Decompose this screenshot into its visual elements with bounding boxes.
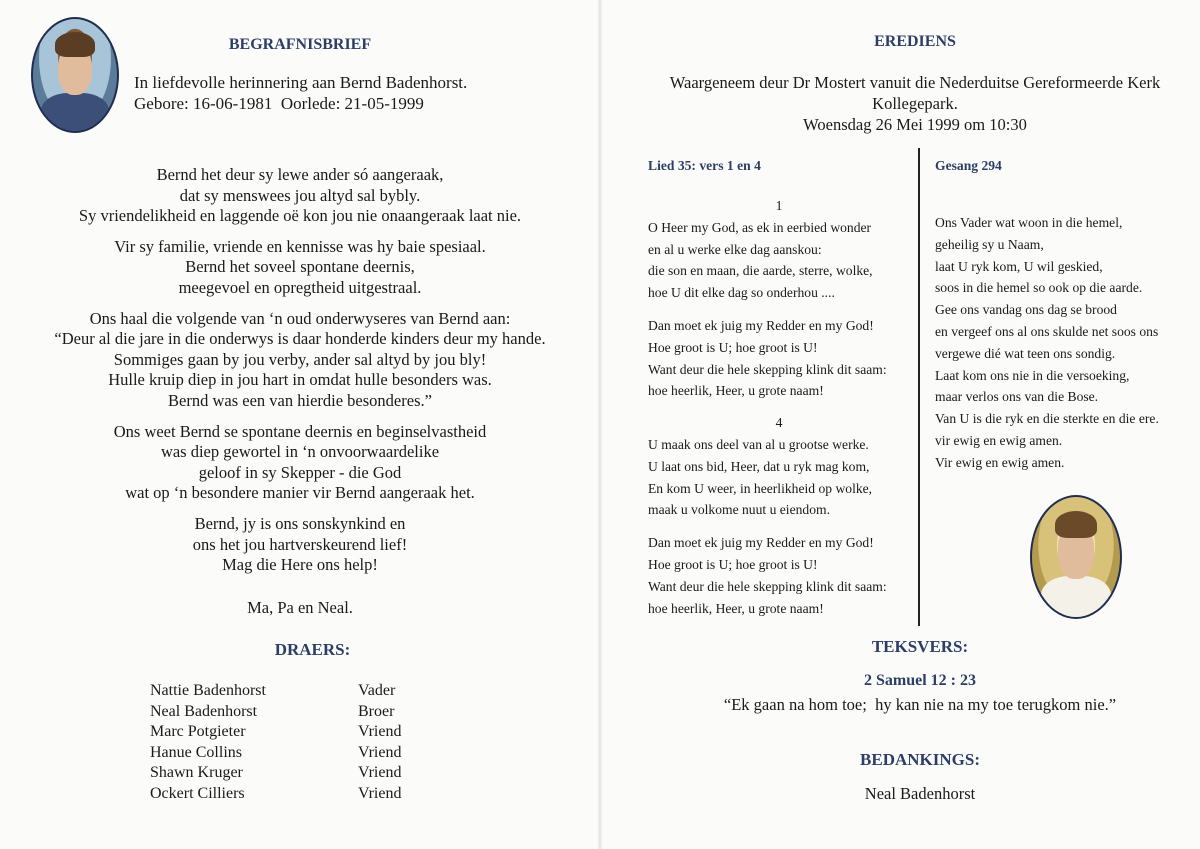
poem-line: was diep gewortel in ‘n onvoorwaardelike	[160, 442, 440, 462]
hymn-line: Want deur die hele skepping klink dit saam:	[648, 578, 887, 594]
text-title: TEKSVERS:	[871, 637, 969, 656]
bearer-relation: Vriend	[358, 784, 402, 802]
hymn-line: hoe heerlik, Heer, u grote naam!	[648, 383, 824, 399]
poem-line: meegevoel en opregtheid uitgestraal.	[178, 277, 422, 297]
poem-line: Vir sy familie, vriende en kennisse was hy baie spesiaal.	[114, 236, 486, 256]
hymn-line: die son en maan, die aarde, sterre, wolke,	[648, 263, 873, 279]
service-line: Waargeneem deur Dr Mostert vanuit die Nederduitse Gereformeerde Kerk	[669, 73, 1161, 92]
text-reference: 2 Samuel 12 : 23	[864, 672, 976, 689]
stanza	[0, 309, 600, 412]
bearer-row	[150, 784, 401, 805]
poem-line: Bernd, jy is ons sonskynkind en	[194, 513, 406, 533]
hymn-line: Dan moet ek juig my Redder en my God!	[648, 317, 874, 333]
bearer-row	[150, 722, 401, 743]
hymn-line: Ons Vader wat woon in die hemel,	[935, 215, 1123, 230]
bearer-name: Ockert Cilliers	[150, 784, 245, 802]
hymn-line: O Heer my God, as ek in eerbied wonder	[648, 219, 872, 235]
poem-line: dat sy menswees jou altyd sal bybly.	[179, 185, 421, 205]
hymn-line: En kom U weer, in heerlikheid op wolke,	[648, 480, 873, 496]
poem-line: Ons haal die volgende van ‘n oud onderwyseres van Bernd aan:	[89, 308, 511, 328]
text-quote: “Ek gaan na hom toe; hy kan nie na my toe terugkom nie.”	[723, 695, 1117, 714]
bearer-relation: Vriend	[358, 743, 402, 761]
hymn-line: maar verlos ons van die Bose.	[935, 389, 1099, 405]
hymn-line: Dan moet ek juig my Redder en my God!	[648, 535, 874, 551]
poem-line: Bernd het soveel spontane deernis,	[185, 257, 415, 277]
bearer-row	[150, 743, 401, 764]
portrait-photo-right	[1030, 495, 1122, 619]
poem	[0, 165, 600, 586]
bearer-row	[150, 763, 401, 784]
hymn-line: vir ewig en ewig amen.	[935, 432, 1063, 448]
service-line: Woensdag 26 Mei 1999 om 10:30	[803, 115, 1027, 134]
service-line: Kollegepark.	[872, 94, 958, 113]
hymn-line: laat U ryk kom, U wil geskied,	[935, 258, 1103, 274]
hymn-line: en vergeef ons al ons skulde net soos ons	[935, 323, 1159, 339]
verse-number: 4	[775, 415, 783, 431]
hymn2-title: Gesang 294	[935, 158, 1002, 173]
hymn-line: geheilig sy u Naam,	[935, 236, 1044, 252]
hymn2	[935, 212, 1190, 474]
hymn-line: soos in die hemel so ook op die aarde.	[935, 280, 1143, 296]
poem-line: Mag die Here ons help!	[222, 555, 378, 575]
hymn1-title: Lied 35: vers 1 en 4	[648, 158, 761, 173]
hymn-line: Want deur die hele skepping klink dit saam:	[648, 361, 887, 377]
bearer-row	[150, 681, 401, 702]
hymn-line: Laat kom ons nie in die versoeking,	[935, 367, 1130, 383]
bearer-name: Nattie Badenhorst	[150, 682, 266, 699]
bearer-relation: Broer	[358, 702, 395, 720]
hymn-line: Hoe groot is U; hoe groot is U!	[648, 556, 818, 572]
poem-line: geloof in sy Skepper - die God	[198, 462, 402, 482]
left-title: BEGRAFNISBRIEF	[228, 36, 372, 53]
hymn-line: vergewe dié wat teen ons sondig.	[935, 345, 1116, 361]
bearer-relation: Vriend	[358, 723, 402, 741]
stanza	[0, 422, 600, 504]
portrait-photo-left	[31, 17, 119, 133]
poem-line: Bernd was een van hierdie besonderes.”	[168, 390, 432, 410]
column-divider	[918, 148, 920, 626]
stanza	[0, 514, 600, 576]
poem-line: Bernd het deur sy lewe ander só aangeraak,	[156, 165, 444, 184]
stanza	[0, 165, 600, 227]
verse-number: 1	[775, 198, 783, 213]
hymn-line: hoe U dit elke dag so onderhou ....	[648, 285, 835, 301]
hymn-line: Hoe groot is U; hoe groot is U!	[648, 339, 818, 355]
bearer-name: Hanue Collins	[150, 743, 242, 761]
bearer-name: Marc Potgieter	[150, 723, 246, 741]
poem-line: wat op ‘n besondere manier vir Bernd aangeraak het.	[125, 483, 475, 503]
memorial-line: In liefdevolle herinnering aan Bernd Badenhorst.	[134, 73, 468, 92]
bearer-name: Shawn Kruger	[150, 764, 243, 782]
poem-line: Sommiges gaan by jou verby, ander sal altyd by jou bly!	[113, 349, 487, 369]
hymn-line: Vir ewig en ewig amen.	[935, 454, 1065, 470]
poem-line: “Deur al die jare in die onderwys is daar honderde kinders deur my hande.	[54, 329, 546, 349]
dates-line: Gebore: 16-06-1981 Oorlede: 21-05-1999	[134, 94, 424, 113]
hymn-line: maak u volkome nuut u eiendom.	[648, 502, 830, 518]
poem-line: Ons weet Bernd se spontane deernis en beginselvastheid	[113, 421, 487, 441]
hymn-line: Van U is die ryk en die sterkte en die ere.	[935, 411, 1159, 427]
poem-line: Sy vriendelikheid en laggende oë kon jou nie onaangeraak laat nie.	[78, 206, 522, 226]
hymn-line: U maak ons deel van al u grootse werke.	[648, 436, 869, 452]
hymn-line: Gee ons vandag ons dag se brood	[935, 302, 1117, 318]
poem-line: Hulle kruip diep in jou hart in omdat hulle besonders was.	[108, 370, 492, 390]
signature: Ma, Pa en Neal.	[247, 598, 353, 617]
bearer-name: Neal Badenhorst	[150, 702, 258, 720]
hymn1	[648, 195, 910, 619]
bearer-row	[150, 702, 401, 723]
bearer-relation: Vader	[358, 682, 396, 699]
poem-line: ons het jou hartverskeurend lief!	[192, 534, 408, 554]
thanks-name: Neal Badenhorst	[864, 784, 976, 803]
stanza	[0, 237, 600, 299]
bearers-list	[150, 681, 401, 805]
thanks-title: BEDANKINGS:	[860, 750, 980, 769]
bearers-title: DRAERS:	[274, 640, 351, 659]
hymn-line: en al u werke elke dag aanskou:	[648, 241, 822, 257]
right-title: EREDIENS	[874, 33, 956, 50]
hymn-line: hoe heerlik, Heer, u grote naam!	[648, 600, 824, 616]
bearer-relation: Vriend	[358, 764, 402, 782]
hymn-line: U laat ons bid, Heer, dat u ryk mag kom,	[648, 458, 870, 474]
